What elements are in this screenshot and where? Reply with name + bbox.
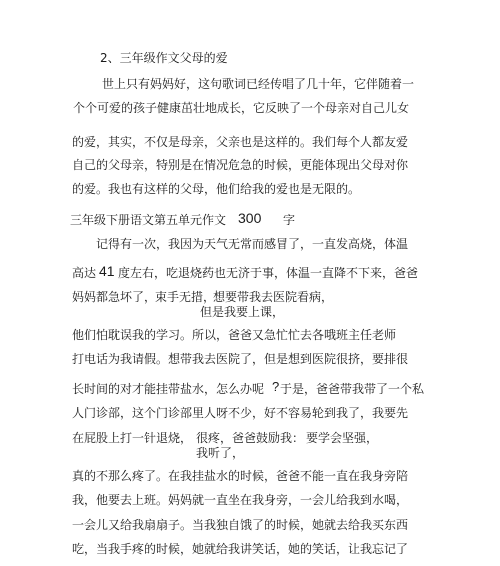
essay2-line-12: 我，他要去上班。妈妈就一直坐在我身旁，一会儿给我到水喝，: [72, 493, 409, 507]
essay2-line-8: 人门诊部，这个门诊部里人呀不少，好不容易轮到我了，我要先: [72, 406, 409, 420]
essay2-line-3c: 想要带我去医院看病，: [213, 290, 334, 304]
essay2-word-unit: 字: [283, 213, 296, 227]
essay2-line-2b: 度左右，吃退烧药也无济于事，体温一直降不下来，爸爸: [118, 266, 419, 280]
section-heading: 2、三年级作文父母的爱: [100, 51, 228, 65]
essay2-line-9a: 在屁股上打一针退烧，: [72, 431, 193, 445]
essay1-line-3: 的爱，其实，不仅是母亲，父亲也是这样的。我们每个人都友爱: [72, 135, 409, 149]
essay2-line-13: 一会儿又给我扇扇子。当我独自饿了的时候，她就去给我买东西: [72, 518, 409, 532]
essay2-line-2a: 高达: [72, 266, 97, 280]
essay2-line-1: 记得有一次，我因为天气无常而感冒了，一直发高烧，体温: [96, 237, 409, 251]
essay2-title: 三年级下册语文第五单元作文: [70, 213, 227, 227]
essay2-word-count: 300: [238, 210, 262, 226]
essay2-line-9b: 很疼，: [196, 431, 233, 445]
essay2-line-9c: 爸爸鼓励我：: [232, 431, 305, 445]
essay2-line-7a: 长时间的对才能挂带盐水，怎么办呢: [72, 382, 265, 396]
essay2-line-4: 但是我要上课，: [200, 305, 285, 319]
essay2-line-7-question-mark: ?: [272, 379, 280, 394]
essay2-line-2-number: 41: [99, 263, 115, 279]
essay1-line-1: 世上只有妈妈好，这句歌词已经传唱了几十年，它伴随着一: [102, 77, 415, 91]
essay2-line-7b: 于是，爸爸带我带了一个私: [280, 382, 425, 396]
essay2-line-3a: 妈妈都急坏了，: [72, 290, 157, 304]
essay2-line-11: 真的不那么疼了。在我挂盐水的时候，爸爸不能一直在我身旁陪: [72, 469, 409, 483]
essay2-line-10: 我听了，: [196, 446, 245, 460]
essay2-line-14: 吃，当我手疼的时候，她就给我讲笑话，她的笑话，让我忘记了: [72, 542, 409, 556]
essay2-line-6: 打电话为我请假。想带我去医院了，但是想到医院很挤，要排很: [72, 352, 409, 366]
essay1-line-4: 自己的父母亲，特别是在情况危急的时候，更能体现出父母对你: [72, 158, 409, 172]
essay2-line-5: 他们怕耽误我的学习。所以，爸爸又急忙忙去各哦班主任老师: [72, 328, 397, 342]
essay2-line-9d: 要学会坚强，: [306, 431, 379, 445]
essay1-line-2: 个个可爱的孩子健康茁壮地成长，它反映了一个母亲对自己儿女: [73, 101, 410, 115]
essay1-line-5: 的爱。我也有这样的父母，他们给我的爱也是无限的。: [72, 182, 361, 196]
essay2-line-3b: 束手无措，: [155, 290, 216, 304]
